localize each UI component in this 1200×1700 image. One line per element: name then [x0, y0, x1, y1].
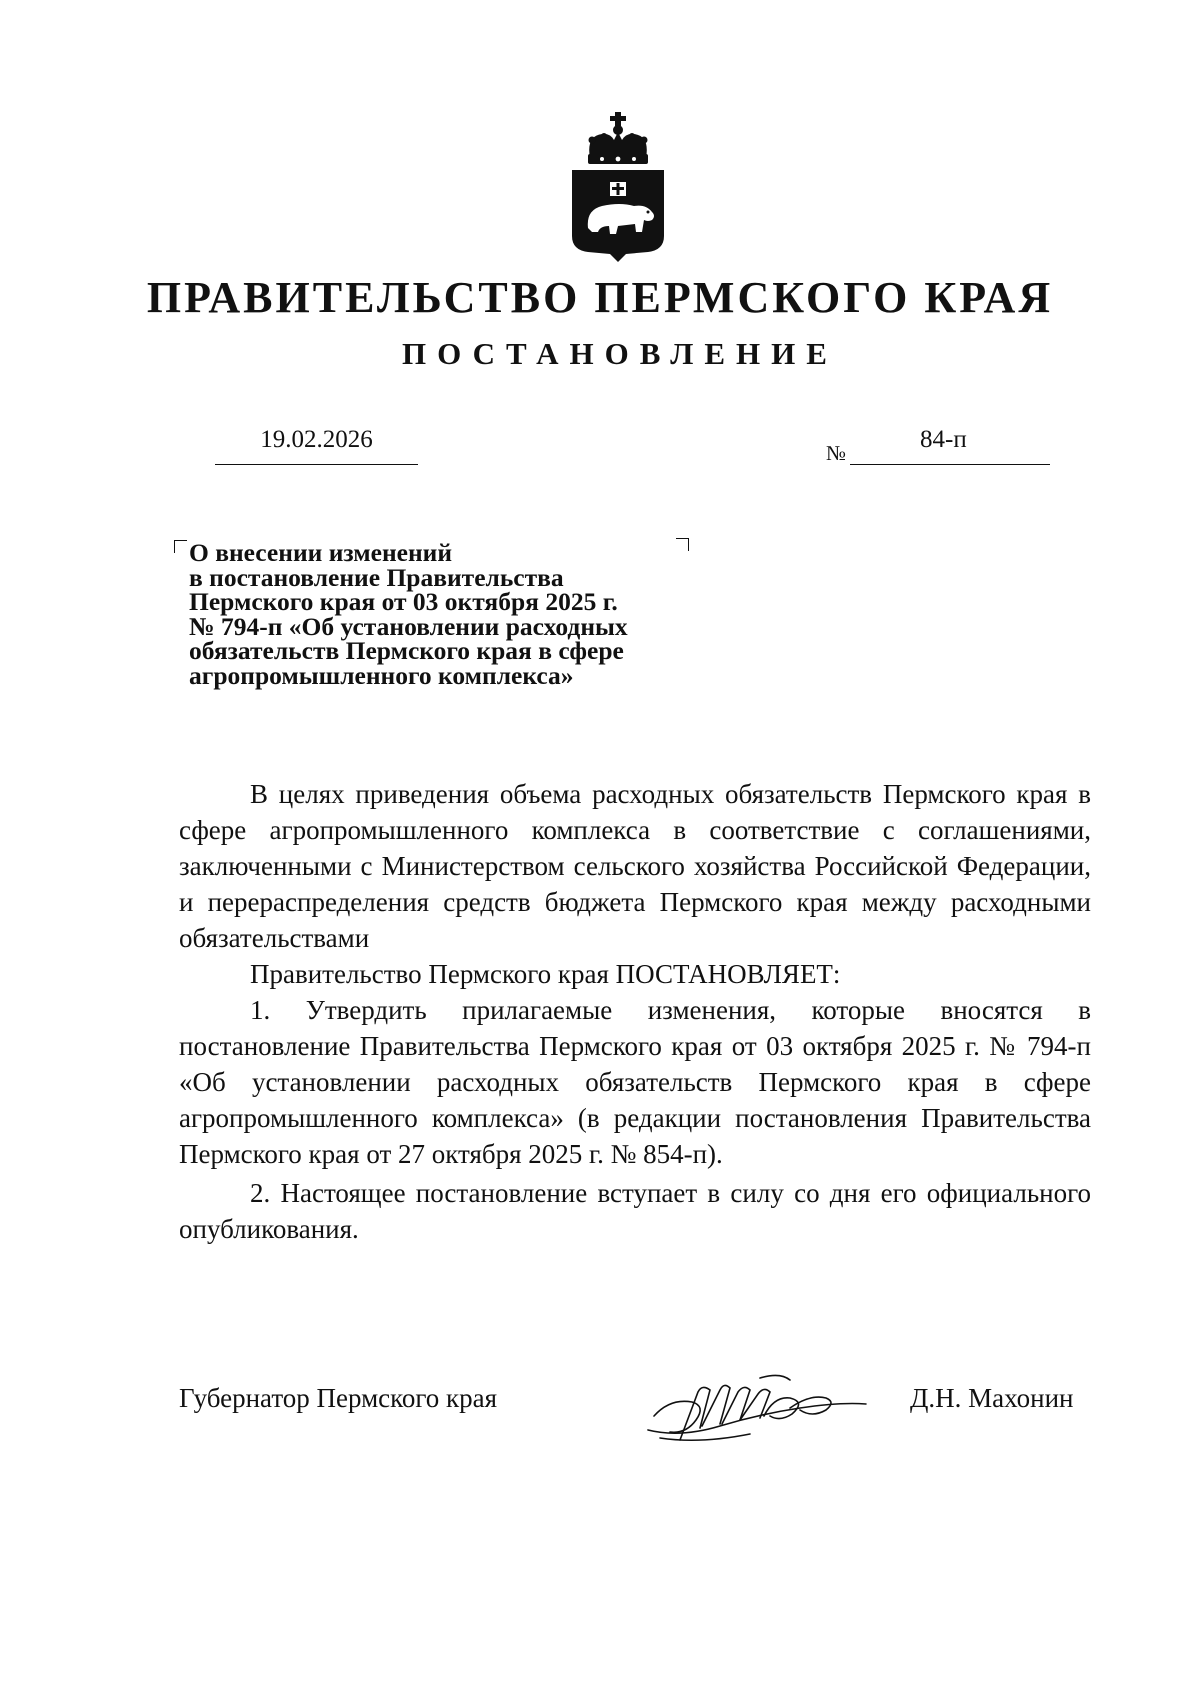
signatory-name: Д.Н. Махонин: [910, 1383, 1074, 1413]
item-1-paragraph: 1. Утвердить прилагаемые изменения, которые вносятся в постановление Правительства Пермского края от 03 октября 2025 г. № 794-п «Об установлении расходных обязательств Пермского края в сфере агропромышленного комплекса» (в редакции постановления Правительства Пермского края от 27 октября 2025 г. № 854-п).: [179, 995, 1091, 1169]
subject-line: Пермского края от 03 октября 2025 г.: [189, 587, 618, 616]
handwritten-signature-icon: [640, 1368, 880, 1448]
document-number: 84-п: [920, 426, 967, 453]
subject-line: в постановление Правительства: [189, 562, 564, 592]
subject-left-bracket: [174, 540, 187, 553]
date-field: [215, 426, 418, 465]
document-subject: [189, 538, 709, 690]
coat-of-arms-icon: [568, 110, 668, 262]
resolves-paragraph: Правительство Пермского края ПОСТАНОВЛЯЕТ:: [250, 959, 841, 989]
organization-title: ПРАВИТЕЛЬСТВО ПЕРМСКОГО КРАЯ: [146, 273, 1054, 322]
number-field: [850, 426, 1050, 465]
preamble-paragraph: В целях приведения объема расходных обязательств Пермского края в сфере агропромышленного комплекса в соответствие с соглашениями, заключенными с Министерством сельского хозяйства Российской Федерации, и перераспределения средств бюджета Пермского края между расходными обязательствами: [179, 779, 1091, 953]
subject-line: агропромышленного комплекса»: [189, 660, 574, 690]
item-2-paragraph: 2. Настоящее постановление вступает в силу со дня его официального опубликования.: [179, 1178, 1091, 1244]
document-body: [179, 776, 1091, 1247]
signatory-position: Губернатор Пермского края: [179, 1383, 498, 1413]
subject-line: О внесении изменений: [189, 538, 453, 567]
document-type-title: ПОСТАНОВЛЕНИЕ: [402, 336, 838, 371]
document-date: 19.02.2026: [260, 426, 373, 453]
subject-line: обязательств Пермского края в сфере: [189, 636, 624, 665]
subject-line: № 794-п «Об установлении расходных: [189, 611, 628, 641]
number-sign: №: [826, 441, 847, 465]
